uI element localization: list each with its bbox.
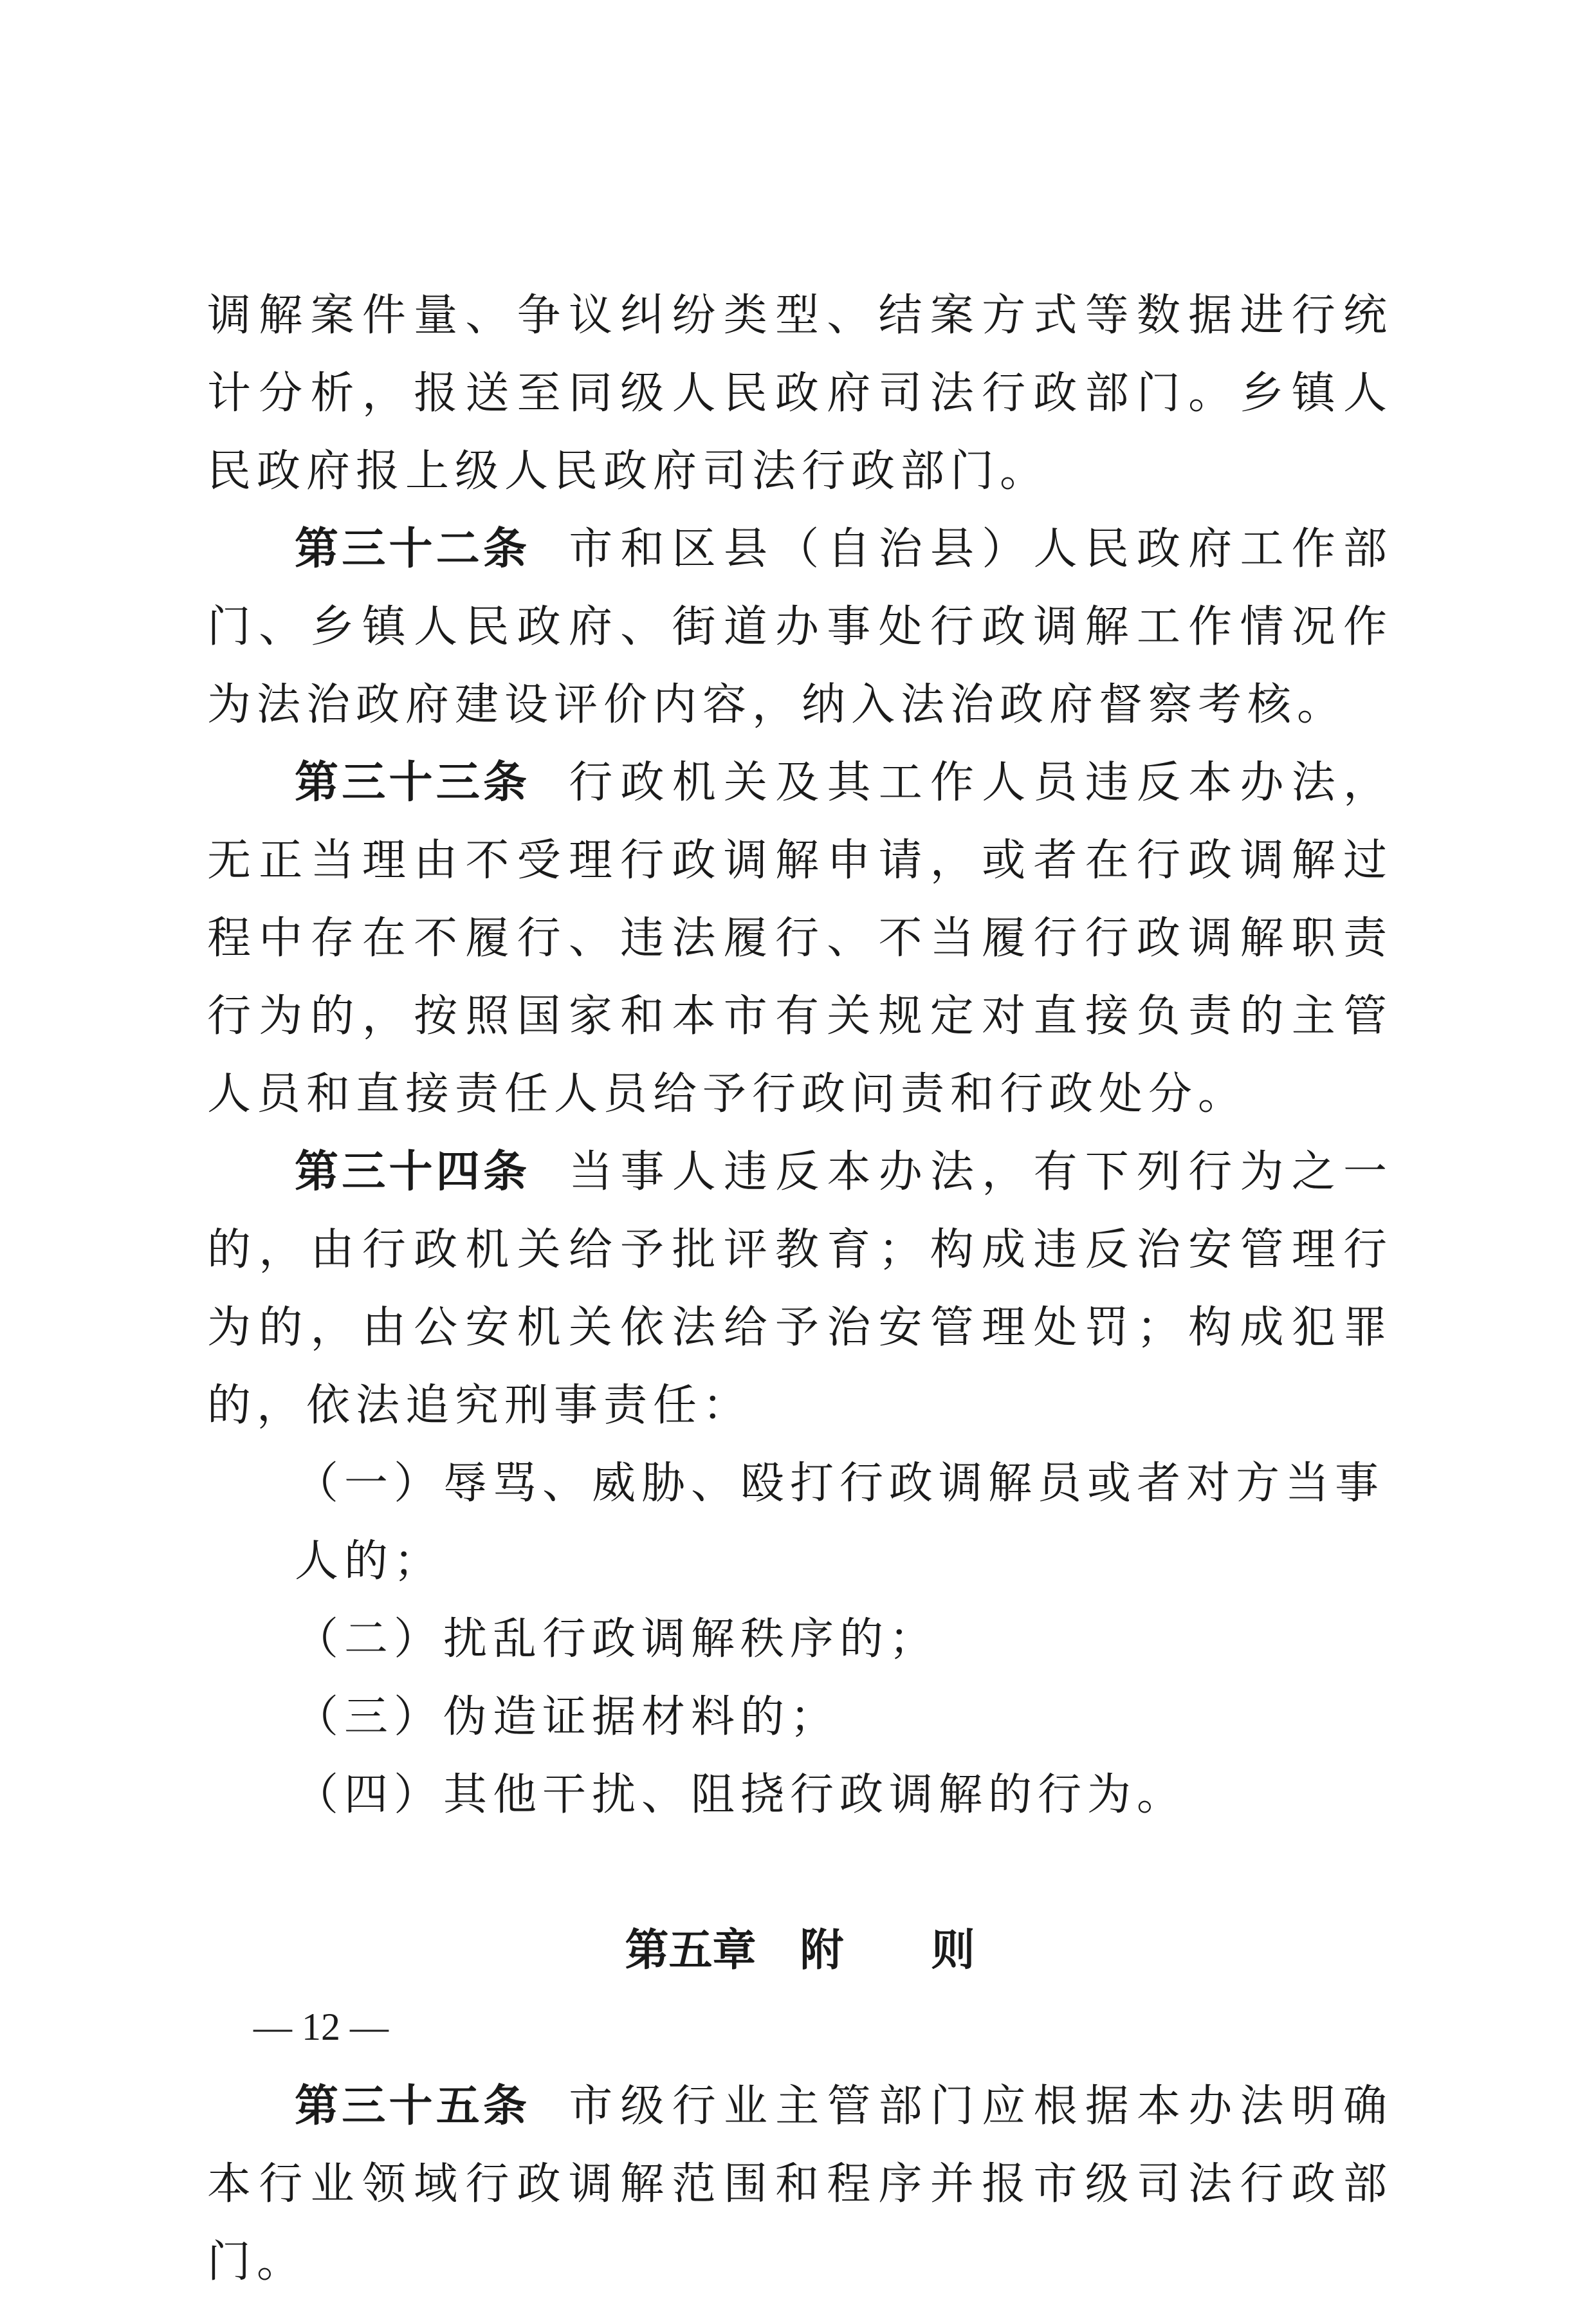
list-item: （二）扰乱行政调解秩序的；	[295, 1614, 939, 1665]
page-content	[207, 277, 1393, 2301]
paragraph-continuation	[207, 277, 1393, 510]
page-number: — 12 —	[253, 2006, 389, 2048]
article-35	[207, 2067, 1393, 2301]
article-number: 第三十三条	[295, 757, 531, 808]
paragraph-text: 当事人违反本办法，有下列行为之一的，由行政机关给予批评教育；构成违反治安管理行为的，由公安机关依法给予治安管理处罚；构成犯罪的，依法追究刑事责任：	[207, 1147, 1393, 1431]
paragraph-text: 市级行业主管部门应根据本办法明确本行业领域行政调解范围和程序并报市级司法行政部门。	[207, 2081, 1393, 2287]
list-item: （三）伪造证据材料的；	[295, 1692, 840, 1742]
article-32	[207, 510, 1393, 744]
article-34	[207, 1133, 1393, 1445]
article-number: 第三十二条	[295, 524, 531, 575]
paragraph-text: 市和区县（自治县）人民政府工作部门、乡镇人民政府、街道办事处行政调解工作情况作为法治政府建设评价内容，纳入法治政府督察考核。	[207, 524, 1393, 730]
paragraph-text: 行政机关及其工作人员违反本办法，无正当理由不受理行政调解申请，或者在行政调解过程中存在不履行、违法履行、不当履行行政调解职责行为的，按照国家和本市有关规定对直接负责的主管人员和直接责任人员给予行政问责和行政处分。	[207, 757, 1393, 1120]
list-item: （一）辱骂、威胁、殴打行政调解员或者对方当事人的；	[295, 1458, 1385, 1587]
article-number: 第三十四条	[295, 1147, 531, 1197]
list-item: （四）其他干扰、阻挠行政调解的行为。	[295, 1770, 1187, 1820]
chapter-title: 第五章 附 则	[625, 1925, 975, 1976]
article-33	[207, 744, 1393, 1133]
paragraph-text: 调解案件量、争议纠纷类型、结案方式等数据进行统计分析，报送至同级人民政府司法行政部门。乡镇人民政府报上级人民政府司法行政部门。	[207, 290, 1393, 497]
article-number: 第三十五条	[295, 2081, 531, 2132]
